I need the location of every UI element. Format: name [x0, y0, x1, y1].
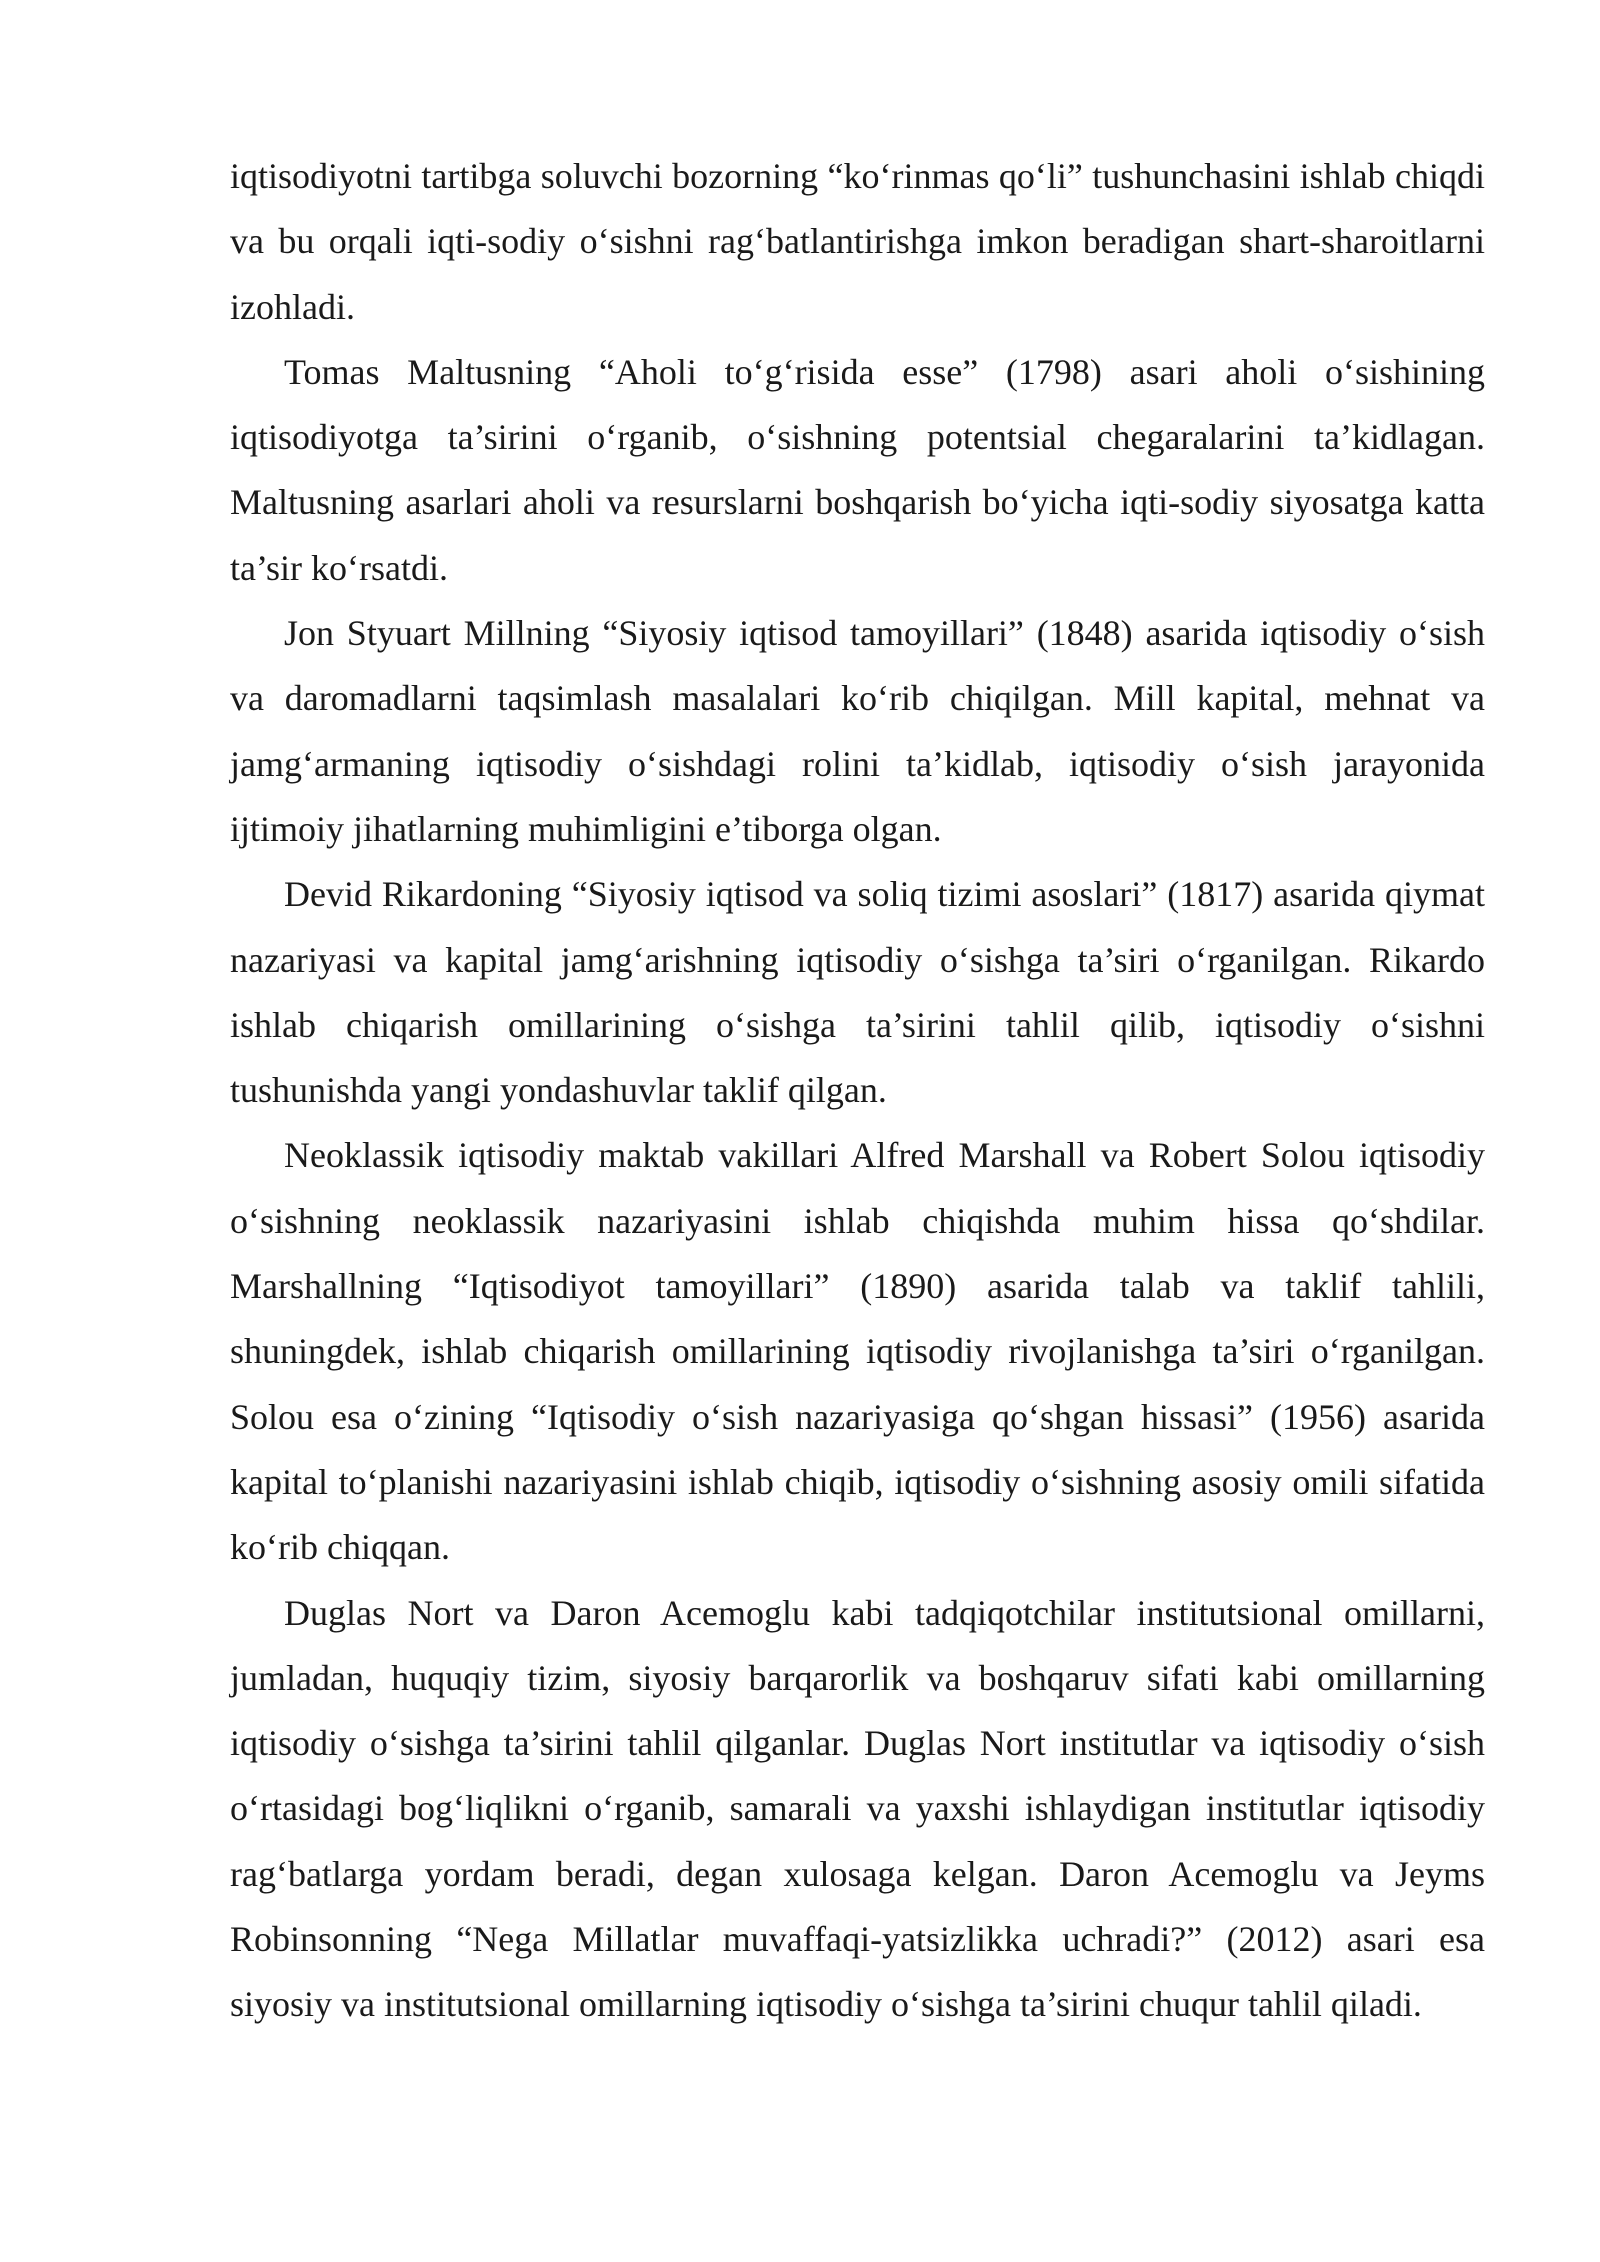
paragraph-smith-continuation: iqtisodiyotni tartibga soluvchi bozorning “ko‘rinmas qo‘li” tushunchasini ishlab chiqdi va bu orqali iqti-sodiy o‘sishni rag‘batlantirishga imkon beradigan shart-sharoitlarni izohladi. — [230, 156, 1485, 327]
paragraph-ricardo: Devid Rikardoning “Siyosiy iqtisod va soliq tizimi asoslari” (1817) asarida qiymat nazariyasi va kapital jamg‘arishning iqtisodiy o‘sishga ta’siri o‘rganilgan. Rikardo ishlab chiqarish omillarining o‘sishga ta’sirini tahlil qilib, iqtisodiy o‘sishni tushunishda yangi yondashuvlar taklif qilgan. — [230, 874, 1485, 1111]
paragraph-institutional: Duglas Nort va Daron Acemoglu kabi tadqiqotchilar institutsional omillarni, jumladan, huquqiy tizim, siyosiy barqarorlik va boshqaruv sifati kabi omillarning iqtisodiy o‘sishga ta’sirini tahlil qilganlar. Duglas Nort institutlar va iqtisodiy o‘sish o‘rtasidagi bog‘liqlikni o‘rganib, samarali va yaxshi ishlaydigan institutlar iqtisodiy rag‘batlarga yordam beradi, degan xulosaga kelgan. Daron Acemoglu va Jeyms Robinsonning “Nega Millatlar muvaffaqi-yatsizlikka uchradi?” (2012) asari esa siyosiy va institutsional omillarning iqtisodiy o‘sishga ta’sirini chuqur tahlil qiladi. — [230, 1592, 1485, 2025]
paragraph-neoclassical: Neoklassik iqtisodiy maktab vakillari Alfred Marshall va Robert Solou iqtisodiy o‘sishning neoklassik nazariyasini ishlab chiqishda muhim hissa qo‘shdilar. Marshallning “Iqtisodiyot tamoyillari” (1890) asarida talab va taklif tahlili, shuningdek, ishlab chiqarish omillarining iqtisodiy rivojlanishga ta’siri o‘rganilgan. Solou esa o‘zining “Iqtisodiy o‘sish nazariyasiga qo‘shgan hissasi” (1956) asarida kapital to‘planishi nazariyasini ishlab chiqib, iqtisodiy o‘sishning asosiy omili sifatida ko‘rib chiqqan. — [230, 1135, 1485, 1568]
document-body — [230, 144, 1485, 2038]
paragraph-mill: Jon Styuart Millning “Siyosiy iqtisod tamoyillari” (1848) asarida iqtisodiy o‘sish va daromadlarni taqsimlash masalalari ko‘rib chiqilgan. Mill kapital, mehnat va jamg‘armaning iqtisodiy o‘sishdagi rolini ta’kidlab, iqtisodiy o‘sish jarayonida ijtimoiy jihatlarning muhimligini e’tiborga olgan. — [230, 613, 1485, 849]
paragraph-malthus: Tomas Maltusning “Aholi to‘g‘risida esse” (1798) asari aholi o‘sishining iqtisodiyotga ta’sirini o‘rganib, o‘sishning potentsial chegaralarini ta’kidlagan. Maltusning asarlari aholi va resurslarni boshqarish bo‘yicha iqti-sodiy siyosatga katta ta’sir ko‘rsatdi. — [230, 351, 1485, 588]
